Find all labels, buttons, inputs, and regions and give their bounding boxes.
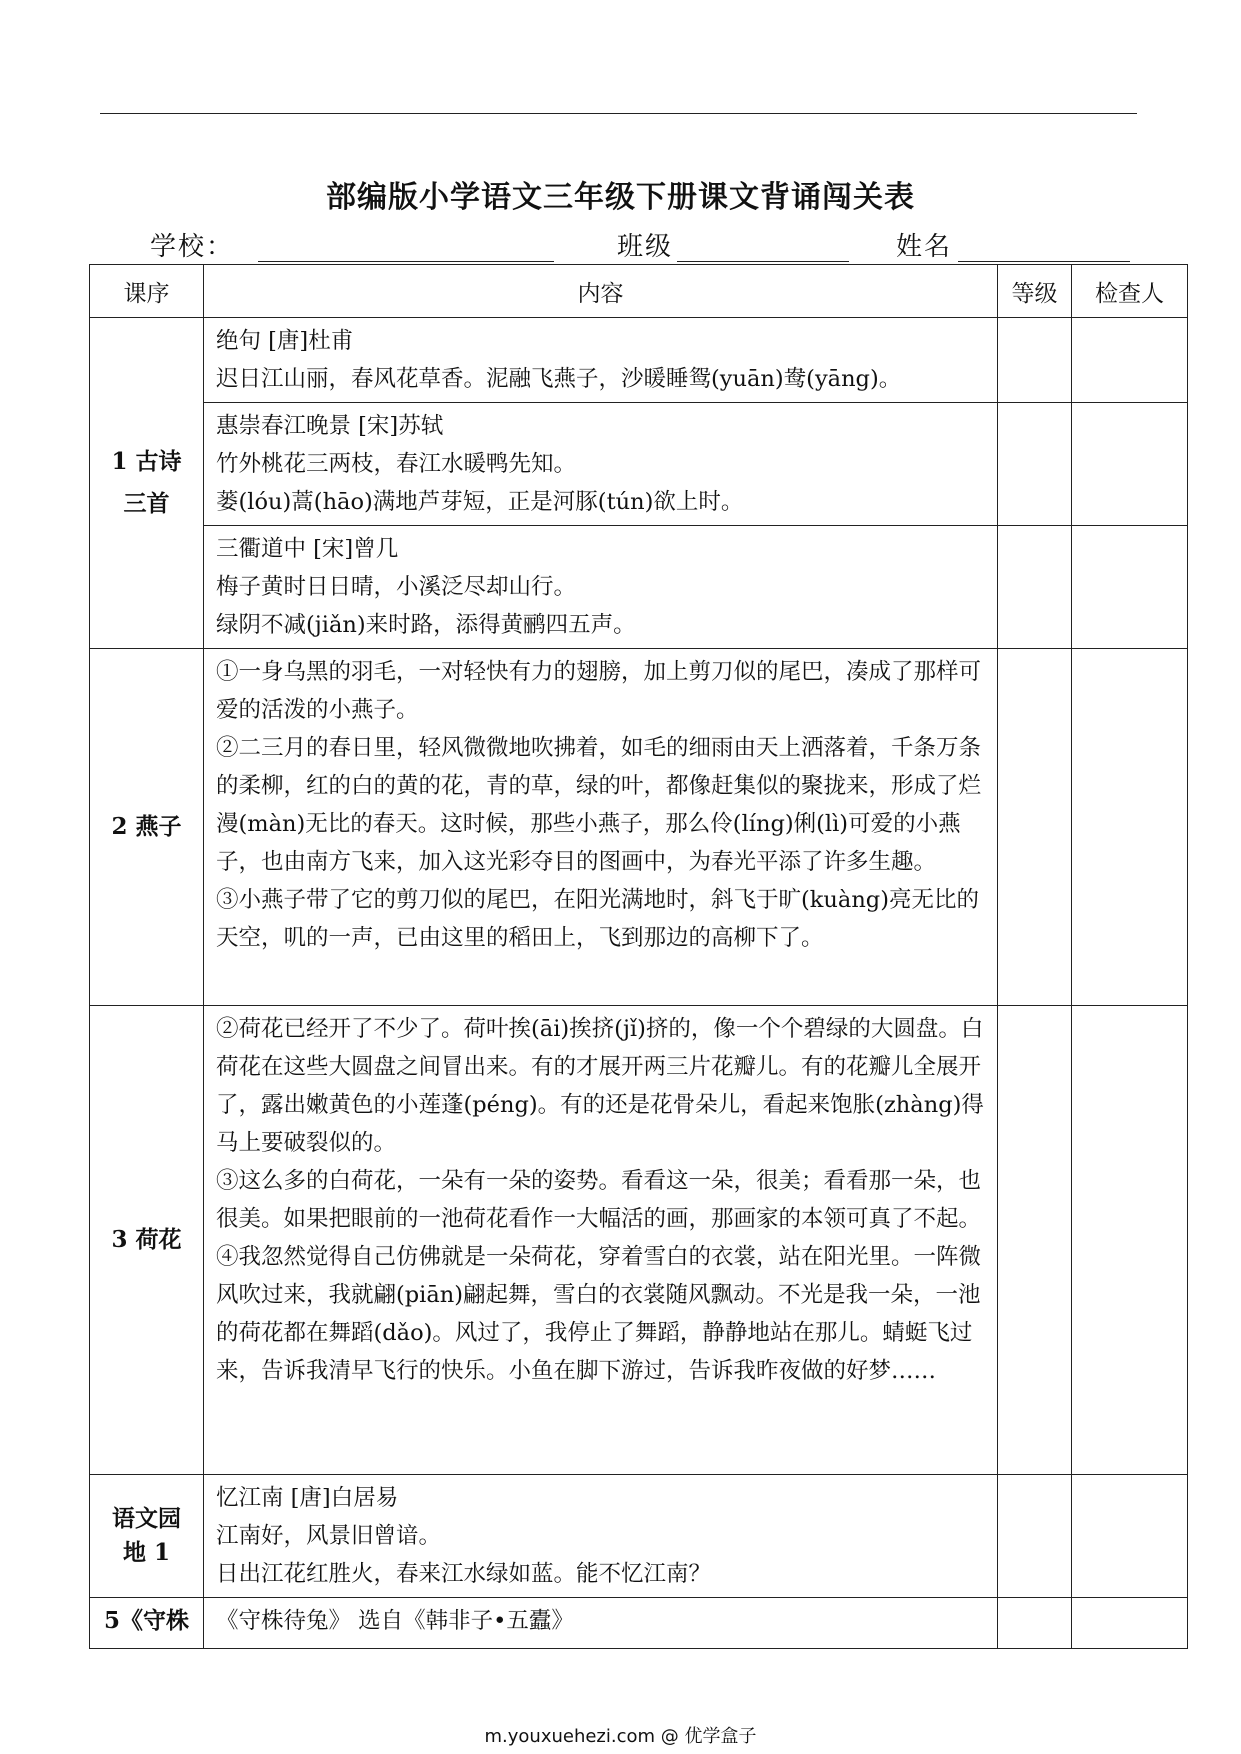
content-cell [204, 1006, 998, 1475]
content-cell [204, 1598, 998, 1649]
lesson-cell [90, 1006, 204, 1475]
table-row [90, 318, 1188, 403]
school-label: 学校： [150, 232, 235, 262]
class-label: 班级 [617, 232, 674, 262]
grade-cell[interactable] [998, 1006, 1072, 1475]
paragraph: 《守株待兔》 选自《韩非子•五蠹》 [216, 1608, 574, 1634]
table-row [90, 1475, 1188, 1598]
page-title: 部编版小学语文三年级下册课文背诵闯关表 [326, 180, 915, 215]
paragraph: ①一身乌黑的羽毛，一对轻快有力的翅膀，加上剪刀似的尾巴，凑成了那样可爱的活泼的小燕子。 [216, 659, 982, 723]
header-grade: 等级 [998, 265, 1072, 318]
poem-line: 日出江花红胜火，春来江水绿如蓝。能不忆江南？ [216, 1561, 712, 1587]
school-field[interactable] [258, 261, 554, 262]
poem-line: 蒌(lóu)蒿(hāo)满地芦芽短，正是河豚(tún)欲上时。 [216, 489, 744, 515]
grade-cell[interactable] [998, 1598, 1072, 1649]
grade-cell[interactable] [998, 403, 1072, 526]
lesson-label: 语文园 [112, 1505, 181, 1532]
poem-line: 梅子黄时日日晴，小溪泛尽却山行。 [216, 574, 577, 600]
lesson-cell [90, 1598, 204, 1649]
checker-cell[interactable] [1072, 1598, 1188, 1649]
lesson-label: 1 古诗 [111, 448, 182, 475]
table-row [90, 1598, 1188, 1649]
class-field[interactable] [677, 261, 849, 262]
lesson-label: 地 1 [122, 1539, 170, 1566]
header-rule [100, 113, 1137, 114]
content-cell [204, 649, 998, 1006]
checker-cell[interactable] [1072, 1475, 1188, 1598]
lesson-cell [90, 1475, 204, 1598]
table-row [90, 649, 1188, 1006]
content-cell [204, 526, 998, 649]
poem-line: 迟日江山丽，春风花草香。泥融飞燕子，沙暖睡鸳(yuān)鸯(yāng)。 [216, 366, 902, 392]
header-checker: 检查人 [1072, 265, 1188, 318]
lesson-cell [90, 318, 204, 649]
checker-cell[interactable] [1072, 649, 1188, 1006]
checker-cell[interactable] [1072, 403, 1188, 526]
lesson-label: 三首 [123, 490, 170, 517]
poem-title: 忆江南 [唐]白居易 [216, 1485, 399, 1511]
poem-title: 三衢道中 [宋]曾几 [216, 536, 399, 562]
lesson-label: 5《守株 [103, 1607, 189, 1634]
name-label: 姓名 [896, 232, 953, 262]
grade-cell[interactable] [998, 649, 1072, 1006]
paragraph: ②二三月的春日里，轻风微微地吹拂着，如毛的细雨由天上洒落着，千条万条的柔柳，红的白的黄的花，青的草，绿的叶，都像赶集似的聚拢来，形成了烂漫(màn)无比的春天。这时候，那些小燕子，那么伶(líng)俐(lì)可爱的小燕子，也由南方飞来，加入这光彩夺目的图画中，为春光平添了许多生趣。 [216, 735, 982, 875]
checker-cell[interactable] [1072, 526, 1188, 649]
content-cell [204, 1475, 998, 1598]
poem-line: 竹外桃花三两枝，春江水暖鸭先知。 [216, 451, 577, 477]
paragraph: ④我忽然觉得自己仿佛就是一朵荷花，穿着雪白的衣裳，站在阳光里。一阵微风吹过来，我就翩(piān)翩起舞，雪白的衣裳随风飘动。不光是我一朵，一池的荷花都在舞蹈(dǎo)。风过了，我停止了舞蹈，静静地站在那儿。蜻蜓飞过来，告诉我清早飞行的快乐。小鱼在脚下游过，告诉我昨夜做的好梦…… [216, 1244, 982, 1384]
lesson-label: 3 荷花 [111, 1226, 182, 1253]
content-cell [204, 318, 998, 403]
content-cell [204, 403, 998, 526]
grade-cell[interactable] [998, 1475, 1072, 1598]
poem-line: 江南好，风景旧曾谙。 [216, 1523, 442, 1549]
footer-watermark: m.youxuehezi.com @ 优学盒子 [484, 1726, 757, 1747]
poem-line: 绿阴不减(jiǎn)来时路，添得黄鹂四五声。 [216, 612, 636, 638]
table-row [90, 403, 1188, 526]
paragraph: ③这么多的白荷花，一朵有一朵的姿势。看看这一朵，很美；看看那一朵，也很美。如果把眼前的一池荷花看作一大幅活的画，那画家的本领可真了不起。 [216, 1168, 982, 1232]
checker-cell[interactable] [1072, 318, 1188, 403]
lesson-label: 2 燕子 [111, 813, 182, 840]
poem-title: 惠崇春江晚景 [宋]苏轼 [216, 413, 444, 439]
grade-cell[interactable] [998, 318, 1072, 403]
paragraph: ③小燕子带了它的剪刀似的尾巴，在阳光满地时，斜飞于旷(kuàng)亮无比的天空，叽的一声，已由这里的稻田上，飞到那边的高柳下了。 [216, 887, 979, 951]
header-content: 内容 [204, 265, 998, 318]
lesson-cell [90, 649, 204, 1006]
paragraph: ②荷花已经开了不少了。荷叶挨(āi)挨挤(jǐ)挤的，像一个个碧绿的大圆盘。白荷花在这些大圆盘之间冒出来。有的才展开两三片花瓣儿。有的花瓣儿全展开了，露出嫩黄色的小莲蓬(péng)。有的还是花骨朵儿，看起来饱胀(zhàng)得马上要破裂似的。 [216, 1016, 984, 1156]
table-header-row [90, 265, 1188, 318]
header-lesson: 课序 [90, 265, 204, 318]
name-field[interactable] [958, 261, 1130, 262]
table-row [90, 1006, 1188, 1475]
checker-cell[interactable] [1072, 1006, 1188, 1475]
poem-title: 绝句 [唐]杜甫 [216, 328, 354, 354]
table-row [90, 526, 1188, 649]
recitation-table [89, 264, 1188, 1649]
grade-cell[interactable] [998, 526, 1072, 649]
